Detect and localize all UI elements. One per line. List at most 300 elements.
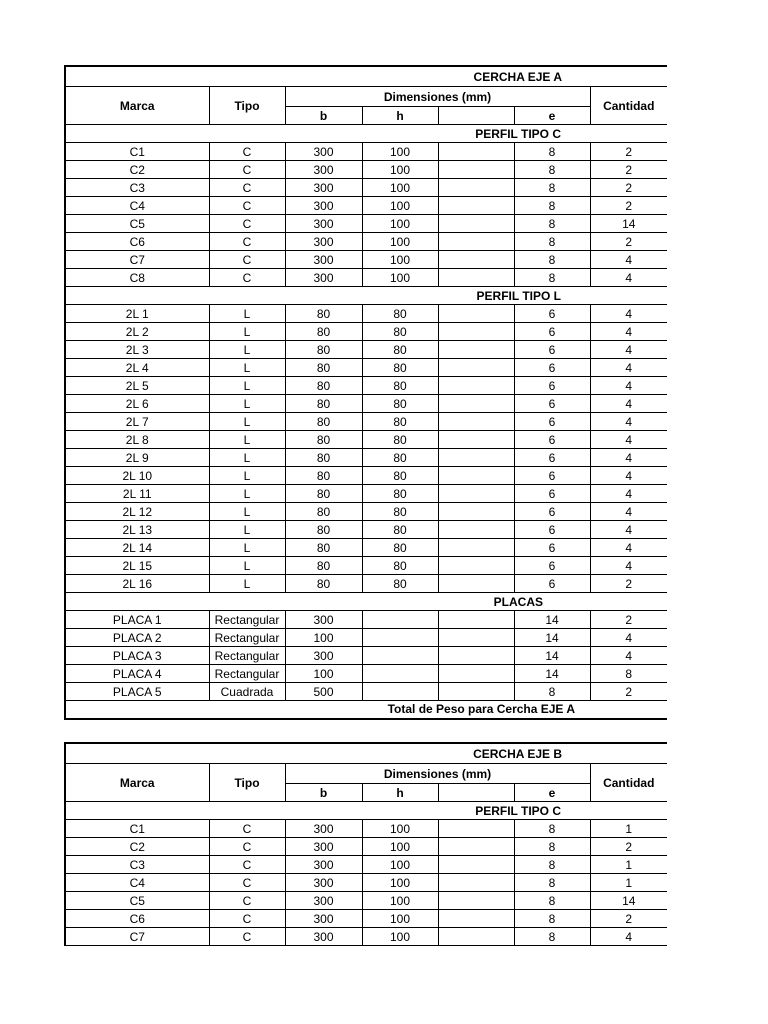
cell-b: 300 (285, 161, 362, 179)
cell-marca: 2L 12 (65, 503, 209, 521)
cell-cantidad: 4 (590, 557, 667, 575)
cell-marca: C1 (65, 143, 209, 161)
cell-h: 80 (362, 395, 438, 413)
cell-b: 100 (285, 665, 362, 683)
cell-b: 80 (285, 377, 362, 395)
cell-tipo: Cuadrada (209, 683, 285, 701)
cell-marca: 2L 11 (65, 485, 209, 503)
cell-b: 300 (285, 179, 362, 197)
cell-tipo: C (209, 161, 285, 179)
cell-tipo: C (209, 928, 285, 946)
cell-cantidad: 2 (590, 233, 667, 251)
cell-e: 6 (514, 305, 590, 323)
cell-tipo: L (209, 557, 285, 575)
cell-marca: 2L 16 (65, 575, 209, 593)
cell-tipo: L (209, 377, 285, 395)
table-row (65, 413, 667, 431)
cercha-eje-a-table (64, 65, 667, 720)
cell-b: 80 (285, 503, 362, 521)
cell-h (362, 665, 438, 683)
cell-tipo: L (209, 413, 285, 431)
cell-blank (438, 395, 514, 413)
cell-marca: PLACA 2 (65, 629, 209, 647)
cell-h: 100 (362, 892, 438, 910)
cell-blank (438, 143, 514, 161)
cell-marca: 2L 3 (65, 341, 209, 359)
cell-b: 80 (285, 413, 362, 431)
cell-e: 8 (514, 269, 590, 287)
cercha-eje-b-table (64, 742, 667, 946)
col-header-blank (438, 107, 514, 125)
cell-b: 300 (285, 910, 362, 928)
cell-cantidad: 8 (590, 665, 667, 683)
cell-e: 6 (514, 539, 590, 557)
cell-blank (438, 467, 514, 485)
cell-blank (438, 683, 514, 701)
cell-e: 8 (514, 874, 590, 892)
sheet-title-row (65, 66, 667, 87)
cell-tipo: L (209, 575, 285, 593)
table-row (65, 341, 667, 359)
cell-cantidad: 4 (590, 449, 667, 467)
cell-h: 100 (362, 233, 438, 251)
cell-e: 6 (514, 557, 590, 575)
col-header-dimensiones: Dimensiones (mm) (285, 764, 590, 784)
cell-marca: PLACA 3 (65, 647, 209, 665)
cell-e: 14 (514, 611, 590, 629)
table-row (65, 143, 667, 161)
cell-tipo: L (209, 305, 285, 323)
cell-blank (438, 665, 514, 683)
cell-h: 100 (362, 143, 438, 161)
cell-tipo: C (209, 874, 285, 892)
cell-e: 8 (514, 856, 590, 874)
cell-b: 80 (285, 449, 362, 467)
cell-cantidad: 2 (590, 161, 667, 179)
cell-blank (438, 629, 514, 647)
section-header-row (65, 125, 667, 143)
col-header-dimensiones: Dimensiones (mm) (285, 87, 590, 107)
cell-marca: C5 (65, 892, 209, 910)
cell-h: 100 (362, 928, 438, 946)
cell-cantidad: 1 (590, 820, 667, 838)
cell-cantidad: 4 (590, 928, 667, 946)
cell-b: 300 (285, 611, 362, 629)
col-header-cantidad: Cantidad (590, 764, 667, 802)
cell-cantidad: 4 (590, 305, 667, 323)
table-row (65, 431, 667, 449)
cell-e: 8 (514, 838, 590, 856)
table-row (65, 503, 667, 521)
cell-h: 80 (362, 521, 438, 539)
table-row (65, 215, 667, 233)
col-header-tipo: Tipo (209, 87, 285, 125)
cell-b: 80 (285, 557, 362, 575)
cell-marca: C6 (65, 233, 209, 251)
cell-h: 100 (362, 251, 438, 269)
cell-e: 6 (514, 395, 590, 413)
header-row (65, 87, 667, 107)
cell-blank (438, 161, 514, 179)
cell-blank (438, 197, 514, 215)
cell-tipo: L (209, 395, 285, 413)
cell-marca: 2L 5 (65, 377, 209, 395)
cell-h: 80 (362, 467, 438, 485)
cell-b: 80 (285, 521, 362, 539)
cell-blank (438, 323, 514, 341)
cell-blank (438, 341, 514, 359)
cell-blank (438, 892, 514, 910)
cell-e: 6 (514, 413, 590, 431)
cell-tipo: Rectangular (209, 629, 285, 647)
cell-h: 100 (362, 856, 438, 874)
col-header-cantidad: Cantidad (590, 87, 667, 125)
table-row (65, 820, 667, 838)
table-row (65, 377, 667, 395)
cell-b: 80 (285, 395, 362, 413)
cell-tipo: C (209, 143, 285, 161)
cell-marca: C5 (65, 215, 209, 233)
cell-e: 8 (514, 143, 590, 161)
cell-b: 80 (285, 431, 362, 449)
cell-h: 80 (362, 449, 438, 467)
cell-blank (438, 449, 514, 467)
cell-cantidad: 2 (590, 683, 667, 701)
cell-h: 80 (362, 341, 438, 359)
cell-blank (438, 575, 514, 593)
cell-cantidad: 2 (590, 143, 667, 161)
cell-b: 80 (285, 305, 362, 323)
cell-marca: C4 (65, 197, 209, 215)
cell-cantidad: 2 (590, 575, 667, 593)
col-header-blank (438, 784, 514, 802)
cell-b: 300 (285, 197, 362, 215)
table-row (65, 197, 667, 215)
cell-marca: 2L 15 (65, 557, 209, 575)
cell-marca: C7 (65, 251, 209, 269)
cell-e: 8 (514, 820, 590, 838)
cell-tipo: C (209, 233, 285, 251)
cell-tipo: L (209, 431, 285, 449)
cell-cantidad: 2 (590, 611, 667, 629)
cell-e: 6 (514, 503, 590, 521)
cell-e: 6 (514, 467, 590, 485)
table-row (65, 359, 667, 377)
section-label: PERFIL TIPO C (65, 802, 667, 820)
cell-b: 80 (285, 539, 362, 557)
table-row (65, 892, 667, 910)
cell-b: 300 (285, 269, 362, 287)
cell-blank (438, 838, 514, 856)
cell-b: 300 (285, 820, 362, 838)
cell-marca: 2L 6 (65, 395, 209, 413)
cell-marca: 2L 10 (65, 467, 209, 485)
cell-blank (438, 910, 514, 928)
section-label: PERFIL TIPO L (65, 287, 667, 305)
cell-blank (438, 539, 514, 557)
cell-cantidad: 2 (590, 197, 667, 215)
cell-cantidad: 4 (590, 431, 667, 449)
cell-cantidad: 4 (590, 467, 667, 485)
cell-e: 6 (514, 485, 590, 503)
cell-h: 80 (362, 431, 438, 449)
cell-e: 8 (514, 161, 590, 179)
cell-h: 80 (362, 413, 438, 431)
cell-e: 8 (514, 197, 590, 215)
table-row (65, 665, 667, 683)
cell-blank (438, 521, 514, 539)
cell-tipo: C (209, 838, 285, 856)
cell-marca: PLACA 5 (65, 683, 209, 701)
cell-h: 100 (362, 161, 438, 179)
cell-cantidad: 2 (590, 179, 667, 197)
cell-blank (438, 647, 514, 665)
cell-marca: C3 (65, 179, 209, 197)
cell-blank (438, 377, 514, 395)
cell-e: 14 (514, 629, 590, 647)
cell-cantidad: 4 (590, 647, 667, 665)
cell-cantidad: 4 (590, 323, 667, 341)
table-row (65, 251, 667, 269)
cell-h: 80 (362, 359, 438, 377)
cell-tipo: C (209, 215, 285, 233)
cell-h: 100 (362, 820, 438, 838)
table-row (65, 557, 667, 575)
cell-h: 100 (362, 179, 438, 197)
cell-blank (438, 359, 514, 377)
cell-b: 300 (285, 647, 362, 665)
cell-blank (438, 820, 514, 838)
table-row (65, 928, 667, 946)
cell-cantidad: 1 (590, 874, 667, 892)
table-row (65, 575, 667, 593)
cell-b: 300 (285, 251, 362, 269)
cell-h: 80 (362, 323, 438, 341)
cell-marca: 2L 8 (65, 431, 209, 449)
cell-tipo: L (209, 503, 285, 521)
table-row (65, 323, 667, 341)
cell-e: 8 (514, 251, 590, 269)
cell-e: 6 (514, 431, 590, 449)
header-row (65, 764, 667, 784)
sheet-title-row (65, 743, 667, 764)
cell-blank (438, 874, 514, 892)
cell-e: 14 (514, 647, 590, 665)
cell-h: 80 (362, 377, 438, 395)
cercha-eje-a-body (65, 66, 667, 719)
cell-tipo: C (209, 269, 285, 287)
cell-h: 100 (362, 269, 438, 287)
cell-tipo: L (209, 323, 285, 341)
table-row (65, 467, 667, 485)
cell-marca: 2L 4 (65, 359, 209, 377)
sheet-title: CERCHA EJE B (65, 743, 667, 764)
table-row (65, 449, 667, 467)
cell-e: 8 (514, 928, 590, 946)
cell-h (362, 647, 438, 665)
section-header-row (65, 802, 667, 820)
cell-blank (438, 233, 514, 251)
col-header-h: h (362, 784, 438, 802)
col-header-e: e (514, 784, 590, 802)
table-row (65, 838, 667, 856)
cell-tipo: L (209, 449, 285, 467)
cell-tipo: Rectangular (209, 665, 285, 683)
col-header-e: e (514, 107, 590, 125)
cell-blank (438, 215, 514, 233)
col-header-b: b (285, 784, 362, 802)
cell-tipo: C (209, 856, 285, 874)
cell-tipo: L (209, 521, 285, 539)
cell-cantidad: 4 (590, 629, 667, 647)
cell-cantidad: 14 (590, 215, 667, 233)
cell-blank (438, 305, 514, 323)
cell-marca: PLACA 1 (65, 611, 209, 629)
cell-marca: 2L 2 (65, 323, 209, 341)
table-row (65, 179, 667, 197)
table-row (65, 611, 667, 629)
col-header-marca: Marca (65, 87, 209, 125)
cell-marca: PLACA 4 (65, 665, 209, 683)
table-row (65, 539, 667, 557)
cell-h: 80 (362, 575, 438, 593)
cell-b: 100 (285, 629, 362, 647)
cell-tipo: C (209, 251, 285, 269)
cell-e: 8 (514, 233, 590, 251)
cell-h: 100 (362, 910, 438, 928)
cell-marca: 2L 1 (65, 305, 209, 323)
cell-e: 8 (514, 892, 590, 910)
cell-b: 300 (285, 928, 362, 946)
cell-cantidad: 4 (590, 395, 667, 413)
cell-cantidad: 4 (590, 521, 667, 539)
section-label: PLACAS (65, 593, 667, 611)
cell-h: 80 (362, 557, 438, 575)
cell-b: 300 (285, 143, 362, 161)
cell-blank (438, 611, 514, 629)
cell-h: 100 (362, 197, 438, 215)
cell-tipo: L (209, 539, 285, 557)
cell-tipo: L (209, 341, 285, 359)
cell-blank (438, 856, 514, 874)
cell-e: 8 (514, 910, 590, 928)
cell-e: 6 (514, 377, 590, 395)
cell-cantidad: 4 (590, 503, 667, 521)
table-row (65, 647, 667, 665)
cell-cantidad: 4 (590, 539, 667, 557)
cell-tipo: C (209, 892, 285, 910)
cell-b: 300 (285, 874, 362, 892)
cell-blank (438, 557, 514, 575)
cell-cantidad: 1 (590, 856, 667, 874)
col-header-marca: Marca (65, 764, 209, 802)
cell-cantidad: 4 (590, 269, 667, 287)
cell-cantidad: 4 (590, 377, 667, 395)
table-row (65, 395, 667, 413)
cell-cantidad: 4 (590, 341, 667, 359)
cell-h (362, 629, 438, 647)
cell-marca: 2L 14 (65, 539, 209, 557)
cell-e: 8 (514, 215, 590, 233)
cell-marca: C8 (65, 269, 209, 287)
cell-h: 80 (362, 539, 438, 557)
cell-b: 80 (285, 359, 362, 377)
cell-cantidad: 14 (590, 892, 667, 910)
cell-e: 6 (514, 341, 590, 359)
cell-marca: C2 (65, 161, 209, 179)
cell-b: 300 (285, 838, 362, 856)
total-row (65, 701, 667, 719)
cell-b: 80 (285, 575, 362, 593)
cell-marca: C7 (65, 928, 209, 946)
cell-b: 80 (285, 341, 362, 359)
cell-cantidad: 4 (590, 251, 667, 269)
cell-tipo: C (209, 197, 285, 215)
cell-h (362, 683, 438, 701)
table-row (65, 485, 667, 503)
cell-cantidad: 4 (590, 485, 667, 503)
total-weight-label: Total de Peso para Cercha EJE A (65, 701, 667, 719)
table-row (65, 521, 667, 539)
cell-h: 80 (362, 485, 438, 503)
cell-e: 6 (514, 521, 590, 539)
section-label: PERFIL TIPO C (65, 125, 667, 143)
cell-marca: C6 (65, 910, 209, 928)
cell-cantidad: 4 (590, 359, 667, 377)
cell-marca: C2 (65, 838, 209, 856)
cell-h: 80 (362, 503, 438, 521)
cell-e: 6 (514, 449, 590, 467)
col-header-b: b (285, 107, 362, 125)
cell-h: 80 (362, 305, 438, 323)
cell-e: 8 (514, 179, 590, 197)
table-row (65, 874, 667, 892)
table-row (65, 161, 667, 179)
cell-blank (438, 413, 514, 431)
col-header-tipo: Tipo (209, 764, 285, 802)
cell-blank (438, 179, 514, 197)
cell-marca: 2L 13 (65, 521, 209, 539)
cell-marca: C3 (65, 856, 209, 874)
section-header-row (65, 593, 667, 611)
cell-marca: C4 (65, 874, 209, 892)
cell-b: 300 (285, 215, 362, 233)
cell-e: 6 (514, 359, 590, 377)
cell-h (362, 611, 438, 629)
cell-blank (438, 269, 514, 287)
cell-e: 6 (514, 575, 590, 593)
table-row (65, 269, 667, 287)
cell-tipo: Rectangular (209, 647, 285, 665)
cell-b: 80 (285, 485, 362, 503)
cell-tipo: C (209, 820, 285, 838)
cell-tipo: L (209, 467, 285, 485)
cell-cantidad: 2 (590, 910, 667, 928)
col-header-h: h (362, 107, 438, 125)
cell-marca: 2L 7 (65, 413, 209, 431)
cell-cantidad: 2 (590, 838, 667, 856)
cell-b: 80 (285, 467, 362, 485)
table-row (65, 910, 667, 928)
cell-e: 8 (514, 683, 590, 701)
table-row (65, 305, 667, 323)
cell-h: 100 (362, 874, 438, 892)
cell-b: 500 (285, 683, 362, 701)
cell-h: 100 (362, 215, 438, 233)
sheet-title: CERCHA EJE A (65, 66, 667, 87)
cell-tipo: Rectangular (209, 611, 285, 629)
cell-tipo: L (209, 485, 285, 503)
